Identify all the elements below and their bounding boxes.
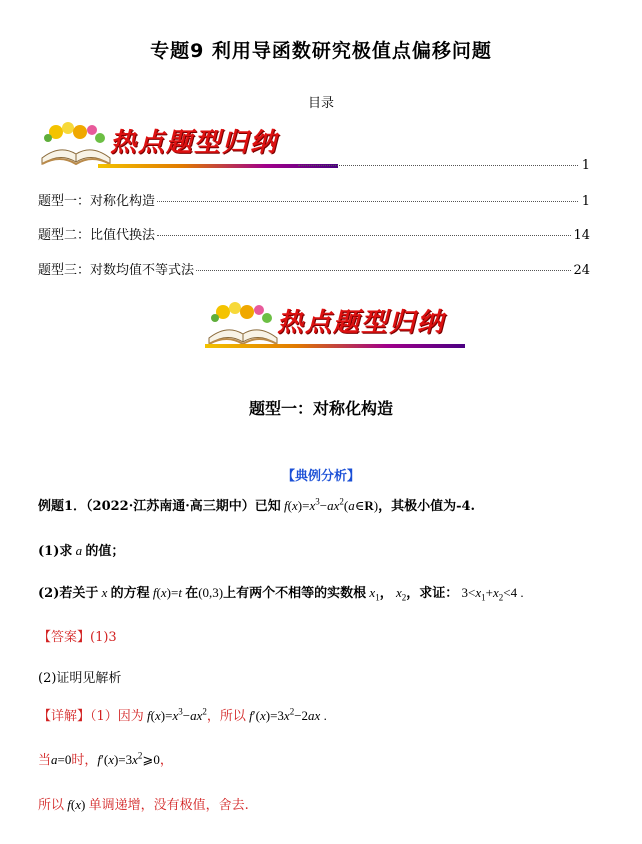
formula: $x_2$	[395, 585, 407, 603]
analysis-label: 【典例分析】	[281, 469, 360, 484]
formula: $f(x)=x^3-ax^2(a\in R)$	[284, 496, 379, 513]
toc-entry-banner[interactable]	[38, 158, 590, 173]
detail-1	[38, 705, 327, 724]
open-book-flowers-icon	[205, 300, 283, 348]
text: 在	[185, 586, 199, 601]
text: 所以	[38, 798, 65, 813]
text: ，	[379, 586, 393, 601]
formula: a	[72, 543, 86, 558]
answer-part-2: (2)证明见解析	[38, 671, 122, 686]
toc-banner-text: 热点题型归纳	[110, 128, 279, 158]
detail-case	[38, 749, 173, 768]
toc-entry[interactable]	[38, 190, 590, 209]
text: 的方程	[110, 586, 150, 601]
formula: $f(x)=x^3-ax^2$	[147, 706, 207, 723]
formula: x	[98, 585, 111, 600]
answer-label: 【答案】	[38, 630, 91, 645]
text: (2)若关于	[38, 586, 99, 601]
text: ，求证：	[406, 586, 459, 601]
formula: (0,3)	[198, 585, 224, 600]
toc-entry-label: 题型二：比值代换法	[38, 228, 156, 243]
text: （1）因为	[90, 709, 144, 724]
toc-entry[interactable]	[38, 224, 590, 243]
banner-underline	[205, 344, 465, 348]
text: ，所以	[206, 709, 246, 724]
toc-page-number: 24	[573, 263, 590, 278]
formula: $f'(x)=3x^2-2ax$ .	[249, 706, 327, 723]
section-banner-text: 热点题型归纳	[277, 308, 446, 338]
text: 上有两个不相等的实数根	[223, 586, 367, 601]
text: 的值；	[85, 544, 125, 559]
answer-part-1: (1)3	[90, 630, 117, 645]
section-title: 题型一：对称化构造	[248, 399, 393, 418]
text: ，其极小值为-4.	[378, 499, 476, 514]
text: 时，	[71, 753, 98, 768]
formula: f(x)=t	[152, 585, 182, 600]
toc-page-number: 1	[581, 194, 590, 209]
text: (1)求	[38, 544, 73, 559]
text: 当	[38, 753, 52, 768]
formula: $3<x_1+x_2<4$ .	[458, 585, 524, 603]
document-title: 专题9 利用导函数研究极值点偏移问题	[150, 40, 492, 62]
question-1	[38, 540, 124, 559]
formula: f(x)	[67, 797, 89, 812]
question-2	[38, 582, 524, 603]
detail-conclusion	[38, 794, 249, 813]
example-label: 例题1．	[38, 499, 87, 514]
formula: $f'(x)=3x^2⩾0$	[97, 750, 160, 767]
answer	[38, 626, 117, 645]
toc-entry-label: 题型一：对称化构造	[38, 194, 156, 209]
toc-entry[interactable]	[38, 259, 590, 278]
text: ，	[159, 753, 173, 768]
toc-entry-label: 题型三：对数均值不等式法	[38, 263, 195, 278]
formula: $x_1$	[369, 585, 380, 603]
example-statement	[38, 495, 475, 514]
formula: a=0	[51, 752, 72, 767]
text: 单调递增，没有极值，舍去.	[88, 798, 249, 813]
toc-page-number: 1	[581, 158, 590, 173]
example-source: （2022·江苏南通·高三期中）	[86, 499, 255, 514]
toc-page-number: 14	[573, 228, 590, 243]
section-banner	[205, 300, 475, 352]
detail-label: 【详解】	[38, 709, 91, 724]
toc-heading: 目录	[307, 96, 334, 111]
text: 已知	[254, 499, 281, 514]
